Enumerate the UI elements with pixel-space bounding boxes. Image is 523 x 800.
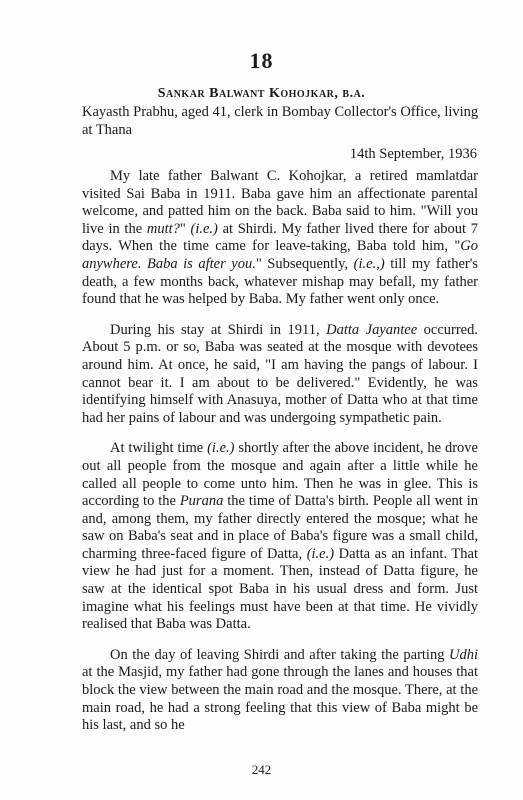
italic-text: (i.e.,) (353, 255, 385, 272)
italic-text: Udhi (449, 646, 478, 663)
paragraph (82, 168, 478, 309)
italic-text: Purana (179, 493, 224, 510)
text-run: " Subsequently, (255, 255, 354, 272)
text-run: During his stay at Shirdi in 1911, (110, 321, 327, 338)
text-run: till my father's death, a few months back, whatever mishap may befall, my father found that he was helped by Baba. My father went only once. (82, 255, 478, 308)
paragraph (82, 440, 478, 634)
italic-text: (i.e.) (306, 545, 335, 562)
body-text (82, 168, 478, 748)
page-number: 242 (251, 762, 272, 777)
italic-text: mutt? (146, 220, 180, 237)
chapter-number: 18 (249, 48, 274, 73)
text-run: occurred. About 5 p.m. or so, Baba was seated at the mosque with devotees around him. At once, he said, "I am having the pangs of labour. I cannot bear it. I am about to be delivered." Evidently, he was identifying himself with Anasuya, mother of Datta who at that time had her pains of labour and was undergoing sympathetic pain. (82, 321, 478, 426)
paragraph (82, 322, 478, 428)
author-name: Sankar Balwant Kohojkar, b.a. (157, 86, 366, 101)
text-run: Datta as an infant. That view he had just for a moment. Then, instead of Datta figure, he saw at the identical spot Baba in his usual dress and form. Just imagine what his feelings must have been at that time. He vividly realised that Baba was Datta. (82, 545, 478, 633)
italic-text: Datta Jayantee (326, 321, 418, 338)
text-run: at the Masjid, my father had gone through the lanes and houses that block the view between the main road and the mosque. There, at the main road, he had a strong feeling that this view of Baba might be his last, and so he (82, 664, 478, 734)
text-run: On the day of leaving Shirdi and after taking the parting (110, 646, 449, 663)
paragraph (82, 647, 478, 735)
statement-date: 14th September, 1936 (349, 146, 477, 162)
text-run: the time of Datta's birth. People all went in and, among them, my father directly entered the mosque; what he saw on Baba's seat and in place of Baba's figure was a small child, charming three-faced figure of Datta, (82, 493, 478, 562)
text-run: shortly after the above incident, he drove out all people from the mosque and again after a little while he called all people to come unto him. Then he was in glee. This is according to the (82, 440, 478, 510)
text-run: At twilight time (110, 440, 208, 457)
italic-text: (i.e.) (190, 220, 218, 237)
italic-text: (i.e.) (207, 440, 235, 457)
text-run: My late father Balwant C. Kohojkar, a retired mamlatdar visited Sai Baba in 1911. Baba gave him an affectionate parental welcome, and patted him on the back. Baba said to him. "Will you live in the (82, 168, 478, 237)
author-description: Kayasth Prabhu, aged 41, clerk in Bombay Collector's Office, living at Thana (82, 104, 479, 138)
text-run: " (179, 220, 191, 237)
italic-text: Go anywhere. Baba is after you. (82, 238, 478, 272)
text-run: at Shirdi. My father lived there for about 7 days. When the time came for leave-taking, Baba told him, " (82, 220, 478, 255)
